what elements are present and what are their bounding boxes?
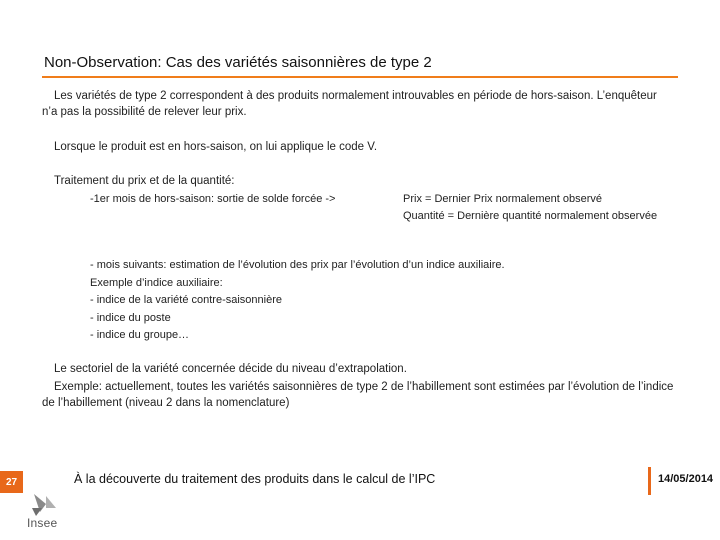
treatment-heading: Traitement du prix et de la quantité: xyxy=(54,175,235,187)
footer-title: À la découverte du traitement des produits dans le calcul de l’IPC xyxy=(74,472,436,486)
paragraph-code-v: Lorsque le produit est en hors-saison, on lui applique le code V. xyxy=(54,141,378,153)
page-number-badge: 27 xyxy=(0,471,23,493)
title-rule xyxy=(42,76,678,78)
quantity-rule: Quantité = Dernière quantité normalement observée xyxy=(403,210,658,222)
insee-logo-text: Insee xyxy=(27,516,58,530)
paragraph-example-habillement: Exemple: actuellement, toutes les variétés saisonnières de type 2 de l’habillement sont estimées par l’évolution de l’indice de l’habillement (niveau 2 dans la nomenclature) xyxy=(42,381,674,409)
example-item: - indice du groupe… xyxy=(90,329,190,341)
example-item: - indice de la variété contre-saisonnière xyxy=(90,294,282,306)
footer-date: 14/05/2014 xyxy=(658,473,714,485)
example-item: - indice du poste xyxy=(90,311,171,324)
footer-divider xyxy=(648,467,651,495)
example-heading: Exemple d’indice auxiliaire: xyxy=(90,276,223,289)
price-rule: Prix = Dernier Prix normalement observé xyxy=(403,193,602,205)
first-month-rule: -1er mois de hors-saison: sortie de solde forcée -> xyxy=(90,193,336,205)
following-months-rule: - mois suivants: estimation de l’évolution des prix par l’évolution d’un indice auxiliaire. xyxy=(90,259,505,271)
slide-title: Non-Observation: Cas des variétés saisonnières de type 2 xyxy=(44,54,432,71)
price-quantity-rules xyxy=(403,191,673,225)
paragraph-sectoriel: Le sectoriel de la variété concernée décide du niveau d’extrapolation. xyxy=(54,363,407,375)
following-months-block xyxy=(90,257,505,345)
paragraph-type2-definition: Les variétés de type 2 correspondent à des produits normalement introuvables en période de hors-saison. L’enquêteur n’a pas la possibilité de relever leur prix. xyxy=(42,90,657,118)
